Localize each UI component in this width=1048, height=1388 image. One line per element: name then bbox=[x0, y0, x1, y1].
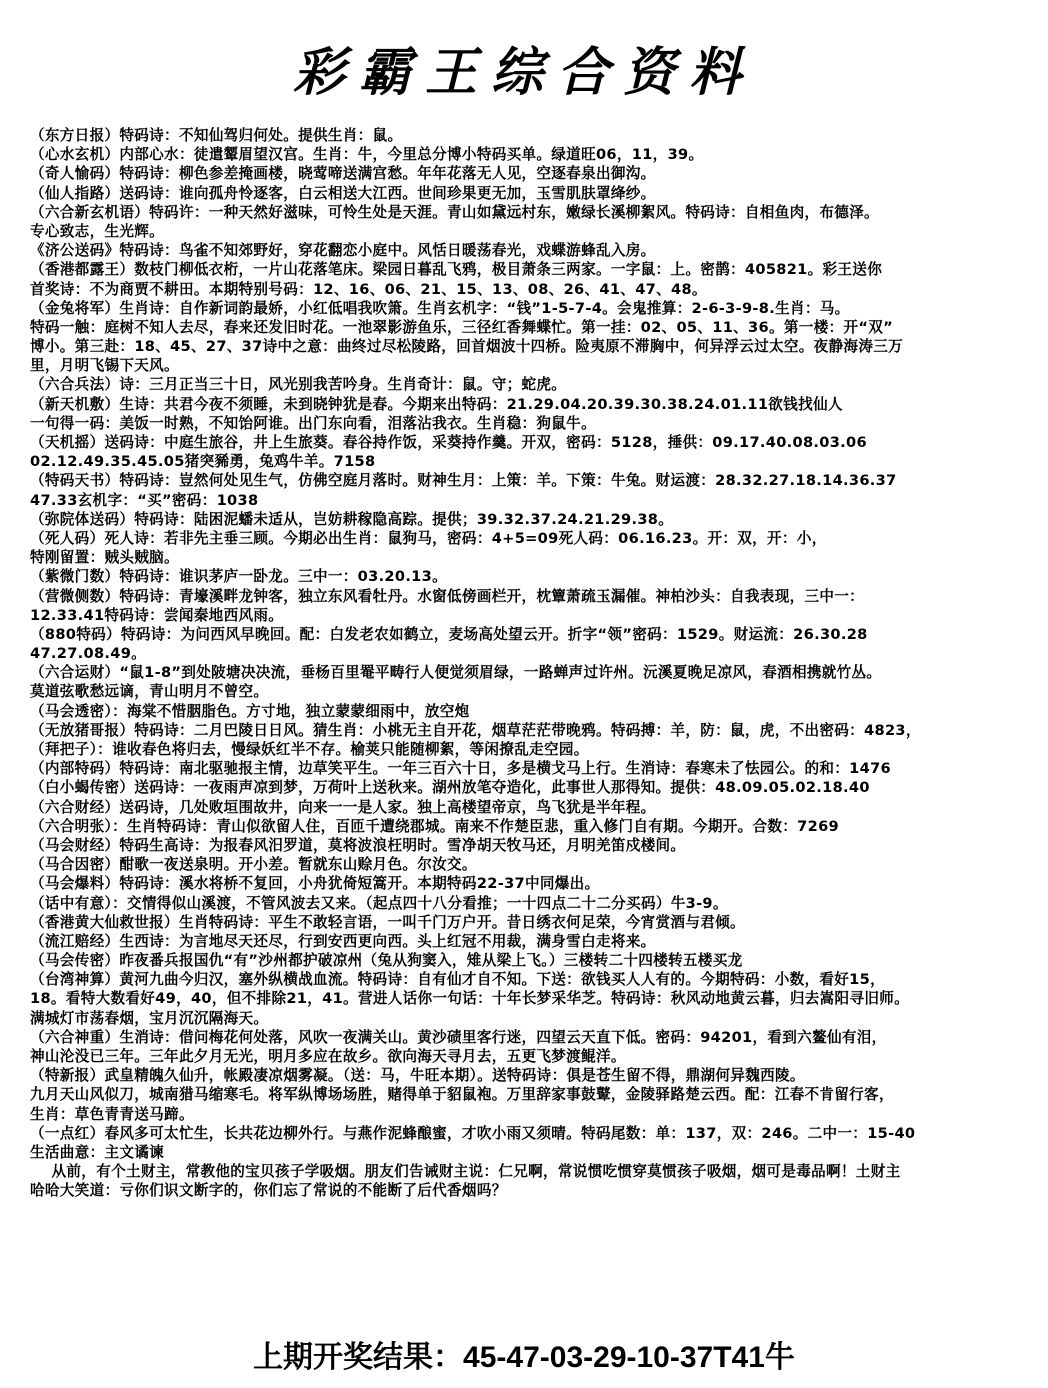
text-line: 特刚留置：贼头贼脑。 bbox=[30, 549, 179, 567]
text-line: （无放猪哥报）特码诗：二月巴陵日日风。猜生肖：小桃无主自开花，烟草茫茫带晚鸦。特码搏：羊，防：鼠，虎，不出密码：4823， bbox=[30, 721, 921, 739]
text-line: （天机摇）送码诗：中庭生旅谷，井上生旅葵。春谷持作饭，采葵持作羹。开双，密码：5128，捶供：09.17.40.08.03.06 bbox=[30, 434, 867, 451]
text-line: （香港都露王）数枝门柳低衣桁，一片山花落笔床。梁园日暮乱飞鸦，极目萧条三两家。一字鼠：上。密鹊：405821。彩王送你 bbox=[30, 261, 883, 279]
text-line: （话中有意）：交情得似山溪渡，不管风波去又来。（起点四十八分看推；一十四点二十二分买码）牛3-9。 bbox=[30, 894, 728, 912]
last-draw-result: 上期开奖结果：45-47-03-29-10-37T41牛 bbox=[253, 1341, 795, 1374]
text-line: 47.33玄机字：“买”密码：1038 bbox=[30, 491, 259, 509]
text-line: 47.27.08.49。 bbox=[30, 645, 147, 663]
text-line: （紫微门数）特码诗：谁识茅庐一卧龙。三中一：03.20.13。 bbox=[30, 568, 447, 586]
text-line: （马会传密）昨夜番兵报国仇“有”沙州都护破凉州（兔从狗窦入，雉从梁上飞。）三楼转二十四楼转五楼买龙 bbox=[30, 952, 743, 970]
text-line: （心水玄机）内部心水：徒遣颦眉望汉宫。生肖：牛，今里总分博小特码买单。绿道旺06，11，39。 bbox=[30, 146, 704, 164]
text-line: 莫道弦歌愁远谪，青山明月不曾空。 bbox=[30, 683, 269, 701]
text-line: 一句得一码：美饭一时熟，不知饴阿谁。出门东向看，泪落沾我衣。生肖稳：狗鼠牛。 bbox=[30, 414, 596, 432]
text-line: 九月天山风似刀，城南猎马缩寒毛。将军纵博场场胜，赌得单于貂鼠袍。万里辞家事鼓鼙，金陵驿路楚云西。配：江春不肯留行客， bbox=[30, 1086, 894, 1104]
text-line: （台湾神算）黄河九曲今归汉，塞外纵横战血流。特码诗：自有仙才自不知。下送：欲钱买人人有的。今期特码：小数，看好15， bbox=[30, 971, 885, 989]
text-line: （六合兵法）诗：三月正当三十日，风光别我苦吟身。生肖奇计：鼠。守；蛇虎。 bbox=[30, 376, 567, 394]
text-line: （六合神重）生消诗：借问梅花何处落，风吹一夜满关山。黄沙碛里客行迷，四望云天直下低。密码：94201，看到六鳌仙有泪， bbox=[30, 1028, 887, 1046]
text-line: （六合财经）送码诗，几处败垣围故井，向来一一是人家。独上高楼望帝京，鸟飞犹是半年程。 bbox=[30, 798, 656, 816]
text-line: 神山沦没已三年。三年此夕月无光，明月多应在故乡。欲向海天寻月去，五更飞梦渡鲲洋。 bbox=[30, 1048, 626, 1065]
text-line: （拜把子）：谁收春色将归去，慢绿妖红半不存。榆荚只能随柳絮，等闲撩乱走空园。 bbox=[30, 741, 589, 758]
text-line: 哈哈大笑道：亏你们识文断字的，你们忘了常说的不能断了后代香烟吗？ bbox=[30, 1182, 507, 1200]
text-body bbox=[30, 126, 1042, 1201]
text-line: （香港黄大仙救世报）生肖特码诗：平生不敢轻言语，一叫千门万户开。昔日绣衣何足荣，今宵赏酒与君倾。 bbox=[30, 913, 745, 931]
text-line: （东方日报）特码诗：不知仙驾归何处。提供生肖：鼠。 bbox=[30, 127, 403, 144]
text-line: 生活曲意：主文谲谏 bbox=[30, 1143, 165, 1161]
text-line: （流江赔经）生西诗：为言地尽天还尽，行到安西更向西。头上红冠不用裁，满身雪白走将来。 bbox=[30, 932, 656, 950]
text-line: 12.33.41特码诗：尝闻秦地西风雨。 bbox=[30, 606, 284, 624]
text-line: 从前，有个土财主，常教他的宝贝孩子学吸烟。朋友们告诫财主说：仁兄啊，常说惯吃惯穿莫惯孩子吸烟，烟可是毒品啊！土财主 bbox=[30, 1163, 901, 1181]
text-line: 特码一触：庭树不知人去尽，春来还发旧时花。一池翠影游鱼乐，三径红香舞蝶忙。第一挂：02、05、11、36。第一楼：开“双” bbox=[30, 318, 894, 336]
text-line: （内部特码）特码诗：南北驱驰报主情，边草笑平生。一年三百六十日，多是横戈马上行。生消诗：春寒未了怯园公。的和：1476 bbox=[30, 760, 891, 778]
text-line: （880特码）特码诗：为问西风早晚回。配：白发老农如鹤立，麦场高处望云开。折字“领”密码：1529。财运流：26.30.28 bbox=[30, 625, 868, 643]
text-line: 《济公送码》特码诗：鸟雀不知郊野好，穿花翻恋小庭中。风恬日暖荡春光，戏蝶游蜂乱入房。 bbox=[30, 242, 656, 260]
text-line: （特新报）武皇精魄久仙升，帐殿凄凉烟雾凝。（送：马，牛旺本期）。送特码诗：俱是苍生留不得，鼎湖何异魏西陵。 bbox=[30, 1067, 805, 1085]
text-line: 博小。第三赴：18、45、27、37诗中之意：曲终过尽松陵路，回首烟波十四桥。险夷原不滞胸中，何异浮云过太空。夜静海涛三万 bbox=[30, 338, 904, 356]
text-line: （营微侧数）特码诗：青壕溪畔龙钟客，独立东风看牡丹。水窗低傍画栏开，枕簟萧疏玉漏催。神柏沙头：自我表现，三中一： bbox=[30, 587, 865, 605]
text-line: （金兔将军）生肖诗：自作新词韵最娇，小红低唱我吹箫。生肖玄机字：“钱”1-5-7-4。会鬼推算：2-6-3-9-8.生肖：马。 bbox=[30, 299, 850, 317]
text-line: （六合新玄机语）特码许：一种天然好滋味，可怜生处是天涯。青山如黛远村东，嫩绿长溪柳絮风。特码诗：自相鱼肉，布德泽。 bbox=[30, 203, 879, 221]
text-line: （弥院体送码）特码诗：陆困泥蟠未适从，岂妨耕稼隐高踪。提供；39.32.37.24.21.29.38。 bbox=[30, 510, 674, 528]
text-line: 02.12.49.35.45.05猪突豨勇，兔鸡牛羊。7158 bbox=[30, 453, 376, 471]
text-line: （新天机敷）生诗：共君今夜不须睡，未到晓钟犹是春。今期来出特码：21.29.04.20.39.30.38.24.01.11欲钱找仙人 bbox=[30, 395, 843, 413]
text-line: （白小蝎传密）送码诗：一夜雨声凉到梦，万荷叶上送秋来。湖州放笔夺造化，此事世人那得知。提供：48.09.05.02.18.40 bbox=[30, 779, 870, 797]
text-line: （六合运财）“鼠1-8”到处陂塘决决流，垂杨百里罨平畴行人便觉须眉绿，一路蝉声过许州。沅溪夏晚足凉风，春酒相携就竹丛。 bbox=[30, 664, 882, 682]
text-line: （马合因密）酣歌一夜送泉明。开小差。暂就东山赊月色。尔汝交。 bbox=[30, 856, 477, 874]
text-line: （一点红）春风多可太忙生，长共花边柳外行。与燕作泥蜂酿蜜，才吹小雨又须晴。特码尾数：单：137，双：246。二中一：15-40 bbox=[30, 1124, 916, 1142]
text-line: （仙人指路）送码诗：谁向孤舟怜逐客，白云相送大江西。世间珍果更无加，玉雪肌肤罩绛纱。 bbox=[30, 184, 656, 202]
text-line: 专心致志，生光辉。 bbox=[30, 222, 165, 240]
text-line: （马会财经）特码生高诗：为报春风汨罗道，莫将波浪枉明时。雪净胡天牧马还，月明羌笛戍楼间。 bbox=[30, 836, 686, 854]
text-line: 18。看特大数看好49，40，但不排除21，41。营进人话你一句话：十年长梦采华芝。特码诗：秋风动地黄云暮，归去嵩阳寻旧师。 bbox=[30, 990, 910, 1008]
text-line: 生肖：草色青青送马蹄。 bbox=[30, 1105, 194, 1123]
text-line: （马会透密）：海棠不惜胭脂色。方寸地，独立蒙蒙细雨中，放空炮 bbox=[30, 702, 470, 720]
text-line: （特码天书）特码诗：豈然何处见生气，仿佛空庭月落时。财神生月：上策：羊。下策：牛兔。财运渡：28.32.27.18.14.36.37 bbox=[30, 472, 897, 490]
page-title: 彩霸王综合资料 bbox=[292, 42, 755, 103]
text-line: 里，月明飞锡下天风。 bbox=[30, 357, 179, 375]
text-line: 首奖诗：不为商贾不耕田。本期特别号码：12、16、06、21、15、13、08、26、41、47、48。 bbox=[30, 280, 707, 298]
text-line: （马会爆料）特码诗：溪水将桥不复回，小舟犹倚短篙开。本期特码22-37中同爆出。 bbox=[30, 875, 600, 893]
text-line: 满城灯市荡春烟，宝月沉沉隔海天。 bbox=[30, 1009, 269, 1027]
text-line: （六合明张）：生肖特码诗：青山似欲留人住，百匝千遭绕郡城。南来不作楚臣悲，重入修门自有期。今期开。合数：7269 bbox=[30, 817, 839, 835]
text-line: （死人码）死人诗：若非先主垂三顾。今期必出生肖：鼠狗马，密码：4+5=09死人码：06.16.23。开：双，开：小， bbox=[30, 529, 827, 547]
text-line: （奇人愉码）特码诗：柳色参差掩画楼，晓莺啼送满宫愁。年年花落无人见，空逐春泉出御沟。 bbox=[30, 165, 656, 183]
